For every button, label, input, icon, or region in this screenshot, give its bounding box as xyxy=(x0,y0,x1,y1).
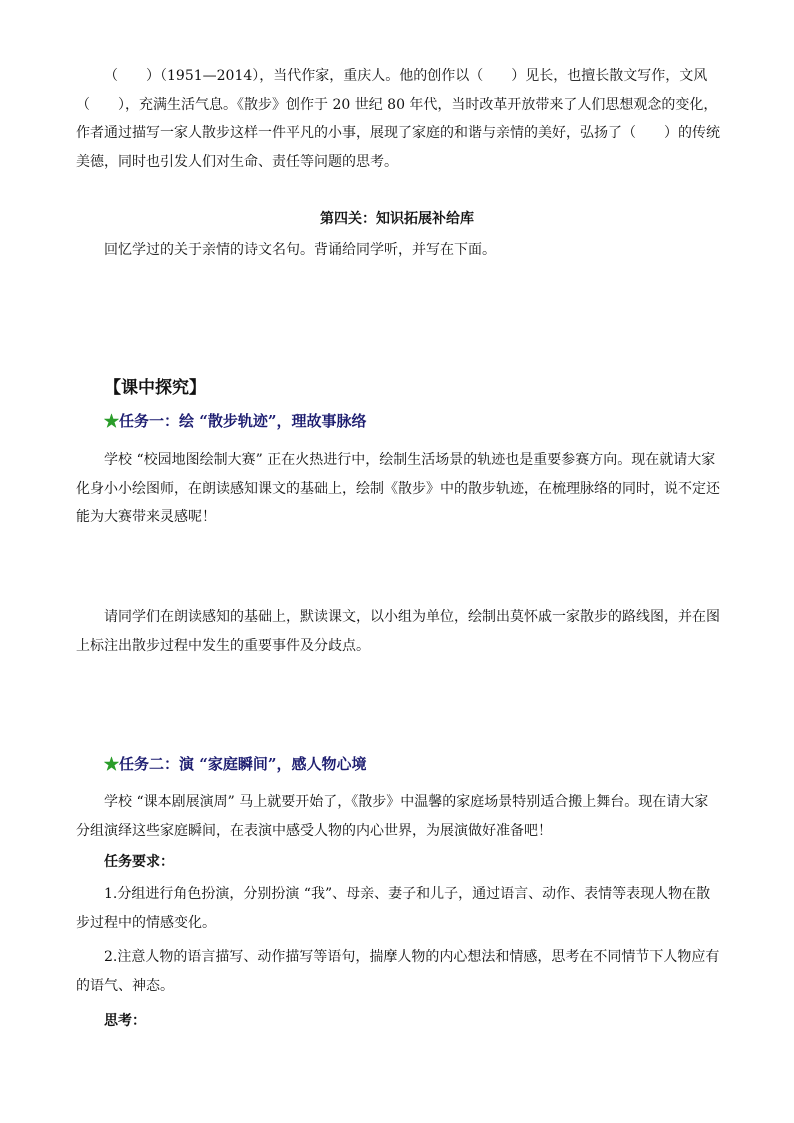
task1-intro: 学校 “校园地图绘制大赛” 正在火热进行中，绘制生活场景的轨迹也是重要参赛方向。现在就请大家化身小小绘图师，在朗读感知课文的基础上，绘制《散步》中的散步轨迹，在梳理脉络的同时，说不定还能为大赛带来灵感呢！ xyxy=(76,452,720,525)
task1-heading xyxy=(104,410,367,431)
section-title: 【课中探究】 xyxy=(104,378,206,398)
star-icon: ★ xyxy=(104,755,120,773)
task2-requirements-label: 任务要求： xyxy=(104,854,174,870)
task2-requirement-1: 1.分组进行角色扮演，分别扮演 “我”、母亲、妻子和儿子，通过语言、动作、表情等表现人物在散步过程中的情感变化。 xyxy=(76,886,711,931)
task2-intro: 学校 “课本剧展演周” 马上就要开始了，《散步》中温馨的家庭场景特别适合搬上舞台。现在请大家分组演绎这些家庭瞬间，在表演中感受人物的内心世界，为展演做好准备吧！ xyxy=(76,794,709,839)
task2-heading xyxy=(104,753,367,774)
intro-paragraph: （ ）（1951—2014），当代作家，重庆人。他的创作以（ ）见长，也擅长散文写作，文风（ ），充满生活气息。《散步》创作于 20 世纪 80 年代，当时改革开放带来了人们思想观念的变化，作者通过描写一家人散步这样一件平凡的小事，展现了家庭的和谐与亲情的美好，弘扬了（ ）的传统美德，同时也引发人们对生命、责任等问题的思考。 xyxy=(76,68,720,170)
task2-title: 任务二：演 “家庭瞬间”，感人物心境 xyxy=(119,755,367,773)
task2-requirement-2: 2.注意人物的语言描写、动作描写等语句，揣摩人物的内心想法和情感，思考在不同情节下人物应有的语气、神态。 xyxy=(76,949,720,994)
task1-title: 任务一：绘 “散步轨迹”，理故事脉络 xyxy=(119,412,367,430)
star-icon: ★ xyxy=(104,412,120,430)
level4-title: 第四关：知识拓展补给库 xyxy=(320,211,474,227)
task2-think-label: 思考： xyxy=(104,1013,146,1029)
task1-instruction: 请同学们在朗读感知的基础上，默读课文，以小组为单位，绘制出莫怀戚一家散步的路线图，并在图上标注出散步过程中发生的重要事件及分歧点。 xyxy=(76,609,720,654)
level4-instruction: 回忆学过的关于亲情的诗文名句。背诵给同学听，并写在下面。 xyxy=(104,242,496,258)
